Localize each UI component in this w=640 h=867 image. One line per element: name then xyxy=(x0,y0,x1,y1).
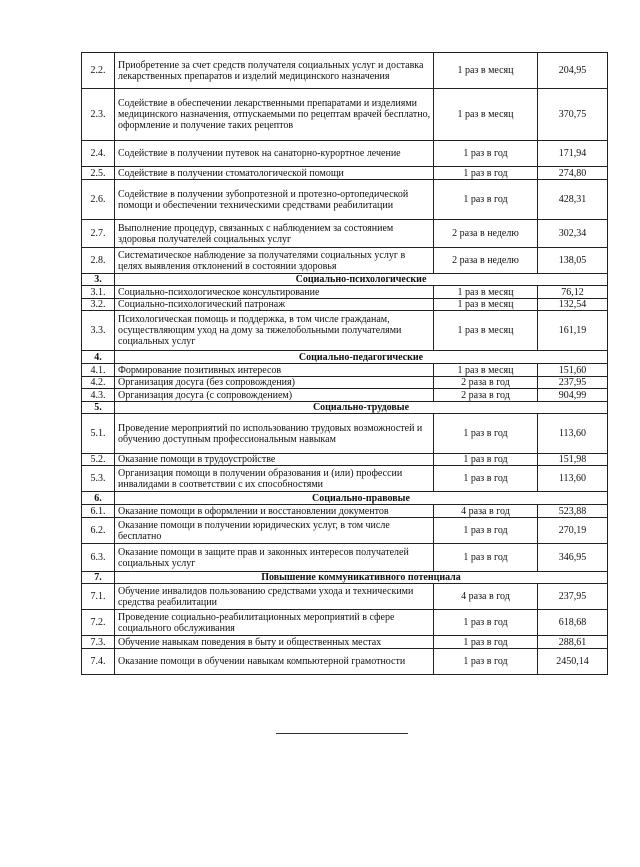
section-title: Социально-правовые xyxy=(115,492,608,505)
section-title: Повышение коммуникативного потенциала xyxy=(115,572,608,584)
item-number: 2.3. xyxy=(82,89,115,141)
item-number: 4.1. xyxy=(82,364,115,377)
service-frequency: 1 раз в год xyxy=(434,518,538,544)
item-number: 5.3. xyxy=(82,466,115,492)
table-row xyxy=(82,610,608,636)
service-price: 113,60 xyxy=(538,466,608,492)
service-price: 76,12 xyxy=(538,286,608,299)
item-number: 2.5. xyxy=(82,167,115,180)
service-frequency: 1 раз в месяц xyxy=(434,311,538,351)
service-description: Содействие в получении путевок на санаторно-курортное лечение xyxy=(115,141,434,167)
table-body xyxy=(82,53,608,675)
service-description: Содействие в обеспечении лекарственными препаратами и изделиями медицинского назначения, отпускаемыми по рецептам врачей бесплатно, оформление и получение таких рецептов xyxy=(115,89,434,141)
table-row xyxy=(82,414,608,454)
table-row xyxy=(82,505,608,518)
service-description: Организация досуга (без сопровождения) xyxy=(115,377,434,389)
table-row xyxy=(82,89,608,141)
service-frequency: 1 раз в год xyxy=(434,167,538,180)
service-description: Социально-психологический патронаж xyxy=(115,299,434,311)
service-price: 302,34 xyxy=(538,220,608,248)
service-frequency: 4 раза в год xyxy=(434,584,538,610)
service-description: Оказание помощи в получении юридических услуг, в том числе бесплатно xyxy=(115,518,434,544)
service-price: 428,31 xyxy=(538,180,608,220)
section-row xyxy=(82,402,608,414)
service-description: Проведение социально-реабилитационных мероприятий в сфере социального обслуживания xyxy=(115,610,434,636)
table-row xyxy=(82,167,608,180)
item-number: 5.1. xyxy=(82,414,115,454)
service-frequency: 1 раз в год xyxy=(434,636,538,649)
service-description: Проведение мероприятий по использованию трудовых возможностей и обучению доступным профессиональным навыкам xyxy=(115,414,434,454)
table-row xyxy=(82,248,608,274)
service-price: 270,19 xyxy=(538,518,608,544)
service-frequency: 2 раза в неделю xyxy=(434,248,538,274)
item-number: 2.8. xyxy=(82,248,115,274)
section-row xyxy=(82,274,608,286)
item-number: 2.2. xyxy=(82,53,115,89)
service-price: 161,19 xyxy=(538,311,608,351)
table-row xyxy=(82,364,608,377)
item-number: 3.2. xyxy=(82,299,115,311)
section-number: 3. xyxy=(82,274,115,286)
item-number: 7.3. xyxy=(82,636,115,649)
service-price: 904,99 xyxy=(538,389,608,402)
section-number: 7. xyxy=(82,572,115,584)
service-price: 618,68 xyxy=(538,610,608,636)
service-frequency: 1 раз в год xyxy=(434,414,538,454)
service-description: Обучение инвалидов пользованию средствами ухода и техническими средства реабилитации xyxy=(115,584,434,610)
item-number: 3.3. xyxy=(82,311,115,351)
item-number: 7.4. xyxy=(82,649,115,675)
service-frequency: 1 раз в год xyxy=(434,610,538,636)
service-price: 523,88 xyxy=(538,505,608,518)
section-number: 4. xyxy=(82,351,115,364)
service-price: 274,80 xyxy=(538,167,608,180)
service-price: 237,95 xyxy=(538,584,608,610)
service-description: Выполнение процедур, связанных с наблюдением за состоянием здоровья получателей социальных услуг xyxy=(115,220,434,248)
table-row xyxy=(82,518,608,544)
section-number: 5. xyxy=(82,402,115,414)
service-price: 138,05 xyxy=(538,248,608,274)
table-row xyxy=(82,286,608,299)
service-frequency: 4 раза в год xyxy=(434,505,538,518)
service-description: Систематическое наблюдение за получателями социальных услуг в целях выявления отклонений в состоянии здоровья xyxy=(115,248,434,274)
service-frequency: 1 раз в месяц xyxy=(434,89,538,141)
item-number: 2.6. xyxy=(82,180,115,220)
service-price: 288,61 xyxy=(538,636,608,649)
item-number: 7.1. xyxy=(82,584,115,610)
item-number: 3.1. xyxy=(82,286,115,299)
service-frequency: 1 раз в месяц xyxy=(434,53,538,89)
item-number: 4.3. xyxy=(82,389,115,402)
service-frequency: 1 раз в год xyxy=(434,180,538,220)
table-row xyxy=(82,180,608,220)
service-frequency: 2 раза в неделю xyxy=(434,220,538,248)
item-number: 4.2. xyxy=(82,377,115,389)
table-row xyxy=(82,311,608,351)
service-frequency: 1 раз в год xyxy=(434,141,538,167)
service-description: Организация досуга (с сопровождением) xyxy=(115,389,434,402)
service-price: 151,98 xyxy=(538,454,608,466)
table-row xyxy=(82,544,608,572)
table-row xyxy=(82,141,608,167)
service-description: Организация помощи в получении образования и (или) профессии инвалидами в соответствии с их способностями xyxy=(115,466,434,492)
service-description: Содействие в получении зубопротезной и протезно-ортопедической помощи и обеспечении техническими средствами реабилитации xyxy=(115,180,434,220)
service-frequency: 1 раз в год xyxy=(434,466,538,492)
section-number: 6. xyxy=(82,492,115,505)
table-row xyxy=(82,53,608,89)
service-description: Содействие в получении стоматологической помощи xyxy=(115,167,434,180)
section-title: Социально-педагогические xyxy=(115,351,608,364)
service-frequency: 1 раз в год xyxy=(434,454,538,466)
end-rule xyxy=(276,733,408,734)
service-frequency: 2 раза в год xyxy=(434,377,538,389)
service-frequency: 2 раза в год xyxy=(434,389,538,402)
section-row xyxy=(82,572,608,584)
item-number: 7.2. xyxy=(82,610,115,636)
services-table xyxy=(81,52,608,675)
table-row xyxy=(82,389,608,402)
service-price: 171,94 xyxy=(538,141,608,167)
service-frequency: 1 раз в месяц xyxy=(434,299,538,311)
service-description: Психологическая помощь и поддержка, в том числе гражданам, осуществляющим уход на дому за тяжелобольными получателями социальных услуг xyxy=(115,311,434,351)
item-number: 6.3. xyxy=(82,544,115,572)
section-title: Социально-трудовые xyxy=(115,402,608,414)
service-description: Обучение навыкам поведения в быту и общественных местах xyxy=(115,636,434,649)
service-price: 132,54 xyxy=(538,299,608,311)
service-frequency: 1 раз в месяц xyxy=(434,286,538,299)
service-description: Оказание помощи в защите прав и законных интересов получателей социальных услуг xyxy=(115,544,434,572)
table-row xyxy=(82,649,608,675)
table-row xyxy=(82,584,608,610)
service-price: 370,75 xyxy=(538,89,608,141)
section-row xyxy=(82,351,608,364)
service-description: Оказание помощи в обучении навыкам компьютерной грамотности xyxy=(115,649,434,675)
service-description: Оказание помощи в оформлении и восстановлении документов xyxy=(115,505,434,518)
item-number: 6.1. xyxy=(82,505,115,518)
service-frequency: 1 раз в месяц xyxy=(434,364,538,377)
service-price: 204,95 xyxy=(538,53,608,89)
service-description: Социально-психологическое консультирование xyxy=(115,286,434,299)
section-title: Социально-психологические xyxy=(115,274,608,286)
item-number: 6.2. xyxy=(82,518,115,544)
service-price: 346,95 xyxy=(538,544,608,572)
service-description: Приобретение за счет средств получателя социальных услуг и доставка лекарственных препаратов и изделий медицинского назначения xyxy=(115,53,434,89)
service-frequency: 1 раз в год xyxy=(434,649,538,675)
service-price: 237,95 xyxy=(538,377,608,389)
service-price: 113,60 xyxy=(538,414,608,454)
item-number: 2.7. xyxy=(82,220,115,248)
item-number: 5.2. xyxy=(82,454,115,466)
table-row xyxy=(82,299,608,311)
service-price: 151,60 xyxy=(538,364,608,377)
item-number: 2.4. xyxy=(82,141,115,167)
table-row xyxy=(82,377,608,389)
service-description: Оказание помощи в трудоустройстве xyxy=(115,454,434,466)
table-row xyxy=(82,454,608,466)
table-row xyxy=(82,466,608,492)
table-row xyxy=(82,220,608,248)
table-row xyxy=(82,636,608,649)
service-description: Формирование позитивных интересов xyxy=(115,364,434,377)
service-price: 2450,14 xyxy=(538,649,608,675)
section-row xyxy=(82,492,608,505)
service-frequency: 1 раз в год xyxy=(434,544,538,572)
